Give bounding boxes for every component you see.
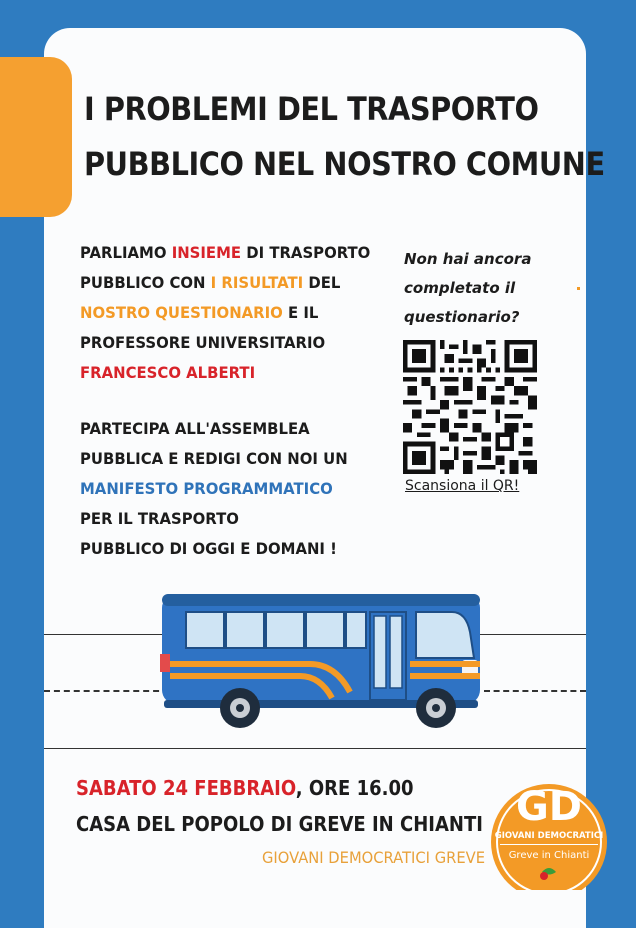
poster-title	[84, 82, 605, 192]
intro-text: DI TRASPORTO	[241, 243, 371, 262]
cta-line: PER IL TRASPORTO	[80, 509, 239, 528]
road-dash-right	[484, 690, 586, 692]
orange-tab	[0, 57, 72, 217]
intro-text: PROFESSORE UNIVERSITARIO	[80, 333, 326, 352]
cta-line: PUBBLICA E REDIGI CON NOI UN	[80, 449, 348, 468]
intro-text: PARLIAMO	[80, 243, 172, 262]
road-dash-left	[44, 690, 169, 692]
event-time: , ORE 16.00	[295, 776, 414, 800]
qr-question	[404, 245, 554, 332]
road-line-bottom	[44, 748, 586, 749]
title-line-2: PUBBLICO NEL NOSTRO COMUNE	[84, 145, 605, 183]
event-date-line	[76, 776, 414, 800]
cta-line: PARTECIPA ALL'ASSEMBLEA	[80, 419, 310, 438]
highlight-questionario: NOSTRO QUESTIONARIO	[80, 303, 283, 322]
organizer-name: GIOVANI DEMOCRATICI GREVE	[262, 848, 485, 867]
event-date: SABATO 24 FEBBRAIO	[76, 776, 296, 800]
logo-initials: GD	[515, 784, 583, 830]
highlight-insieme: INSIEME	[171, 243, 242, 262]
qr-question-line: questionario?	[404, 308, 520, 326]
decorative-dot	[577, 287, 580, 290]
qr-code[interactable]	[403, 340, 537, 474]
speaker-name: FRANCESCO ALBERTI	[80, 363, 256, 382]
qr-question-line: completato il	[404, 279, 516, 297]
logo-name: GIOVANI DEMOCRATICI	[494, 831, 604, 841]
cta-line: PUBBLICO DI OGGI E DOMANI !	[80, 539, 337, 558]
intro-paragraph	[80, 238, 370, 388]
gd-logo	[486, 780, 612, 890]
scan-qr-link[interactable]: Scansiona il QR!	[405, 478, 520, 494]
intro-text: PUBBLICO CON	[80, 273, 211, 292]
qr-question-line: Non hai ancora	[404, 250, 532, 268]
intro-text: DEL	[303, 273, 341, 292]
logo-place: Greve in Chianti	[508, 850, 590, 861]
intro-text: E IL	[282, 303, 319, 322]
highlight-manifesto: MANIFESTO PROGRAMMATICO	[80, 479, 333, 498]
event-place: CASA DEL POPOLO DI GREVE IN CHIANTI	[76, 812, 483, 836]
title-line-1: I PROBLEMI DEL TRASPORTO	[84, 90, 539, 128]
highlight-risultati: I RISULTATI	[210, 273, 304, 292]
bus-illustration	[160, 588, 490, 733]
call-to-action-paragraph	[80, 414, 348, 564]
